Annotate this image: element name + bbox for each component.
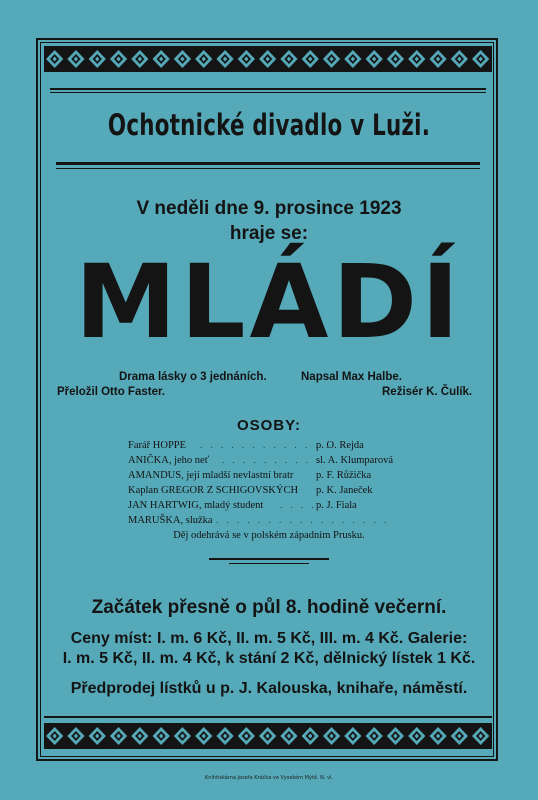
cast-actor: p. J. Fiala	[316, 500, 357, 511]
cast-heading: OSOBY:	[236, 417, 302, 434]
printer-imprint: Knihtiskárna Josefa Kráčka ve Vysokém Mýtě. N. vl.	[205, 775, 333, 781]
performance-date: V neděli dne 9. prosince 1923	[136, 198, 402, 219]
cast-role: ANIČKA, jeho neť	[128, 455, 210, 466]
cast-role: JAN HARTWIG, mladý student	[128, 500, 264, 511]
start-time: Začátek přesně o půl 8. hodině večerní.	[91, 597, 447, 618]
cast-row	[128, 515, 398, 529]
divider	[56, 168, 480, 169]
cast-role: Kaplan GREGOR Z SCHIGOVSKÝCH	[128, 485, 299, 496]
leader-dots: . . . .	[280, 500, 317, 510]
author-line: Napsal Max Halbe.	[301, 371, 402, 383]
director-line: Režisér K. Čulík.	[382, 386, 473, 398]
prices-line-1: Ceny míst: I. m. 6 Kč, II. m. 5 Kč, III. m. 4 Kč. Galerie:	[70, 630, 468, 647]
theatre-name: Ochotnické divadlo v Luži.	[107, 108, 431, 142]
plays-line: hraje se:	[229, 223, 309, 244]
prices-line-2: I. m. 5 Kč, II. m. 4 Kč, k stání 2 Kč, dělnický lístek 1 Kč.	[62, 650, 476, 667]
presale-line: Předprodej lístků u p. J. Kalouska, knihaře, náměstí.	[70, 680, 468, 697]
cast-role: MARUŠKA, služka	[128, 515, 213, 526]
divider	[44, 716, 492, 718]
drama-subtitle: Drama lásky o 3 jednáních.	[119, 371, 267, 383]
divider	[50, 88, 486, 90]
diamond-ornament-icon	[44, 48, 492, 70]
short-divider	[229, 563, 309, 564]
top-ornament-band	[44, 46, 492, 72]
cast-actor: p. K. Janeček	[316, 485, 373, 496]
play-title: MLÁDÍ	[74, 243, 464, 362]
cast-row	[128, 455, 398, 469]
translator-line: Přeložil Otto Faster.	[57, 386, 165, 398]
leader-dots: . . . . . . . . . . . . . . . . .	[216, 515, 390, 525]
cast-actor: p. O. Rejda	[316, 440, 364, 451]
cast-row	[128, 440, 398, 454]
divider	[56, 162, 480, 165]
cast-actor: p. F. Růžička	[316, 470, 372, 481]
cast-role: Farář HOPPE	[128, 440, 187, 451]
cast-role: AMANDUS, její mladší nevlastní bratr	[128, 470, 294, 481]
cast-row	[128, 500, 398, 514]
leader-dots: . . . . . . . . . .	[222, 455, 322, 465]
short-divider	[209, 558, 329, 560]
setting-line: Děj odehrává se v polském západním Prusku.	[173, 530, 365, 541]
cast-row	[128, 485, 398, 499]
leader-dots: . . . . . . . . . . . . .	[200, 440, 332, 450]
cast-row	[128, 470, 398, 484]
divider	[50, 92, 486, 93]
cast-actor: sl. A. Klumparová	[316, 455, 393, 466]
bottom-ornament-band	[44, 723, 492, 749]
diamond-ornament-icon	[44, 725, 492, 747]
